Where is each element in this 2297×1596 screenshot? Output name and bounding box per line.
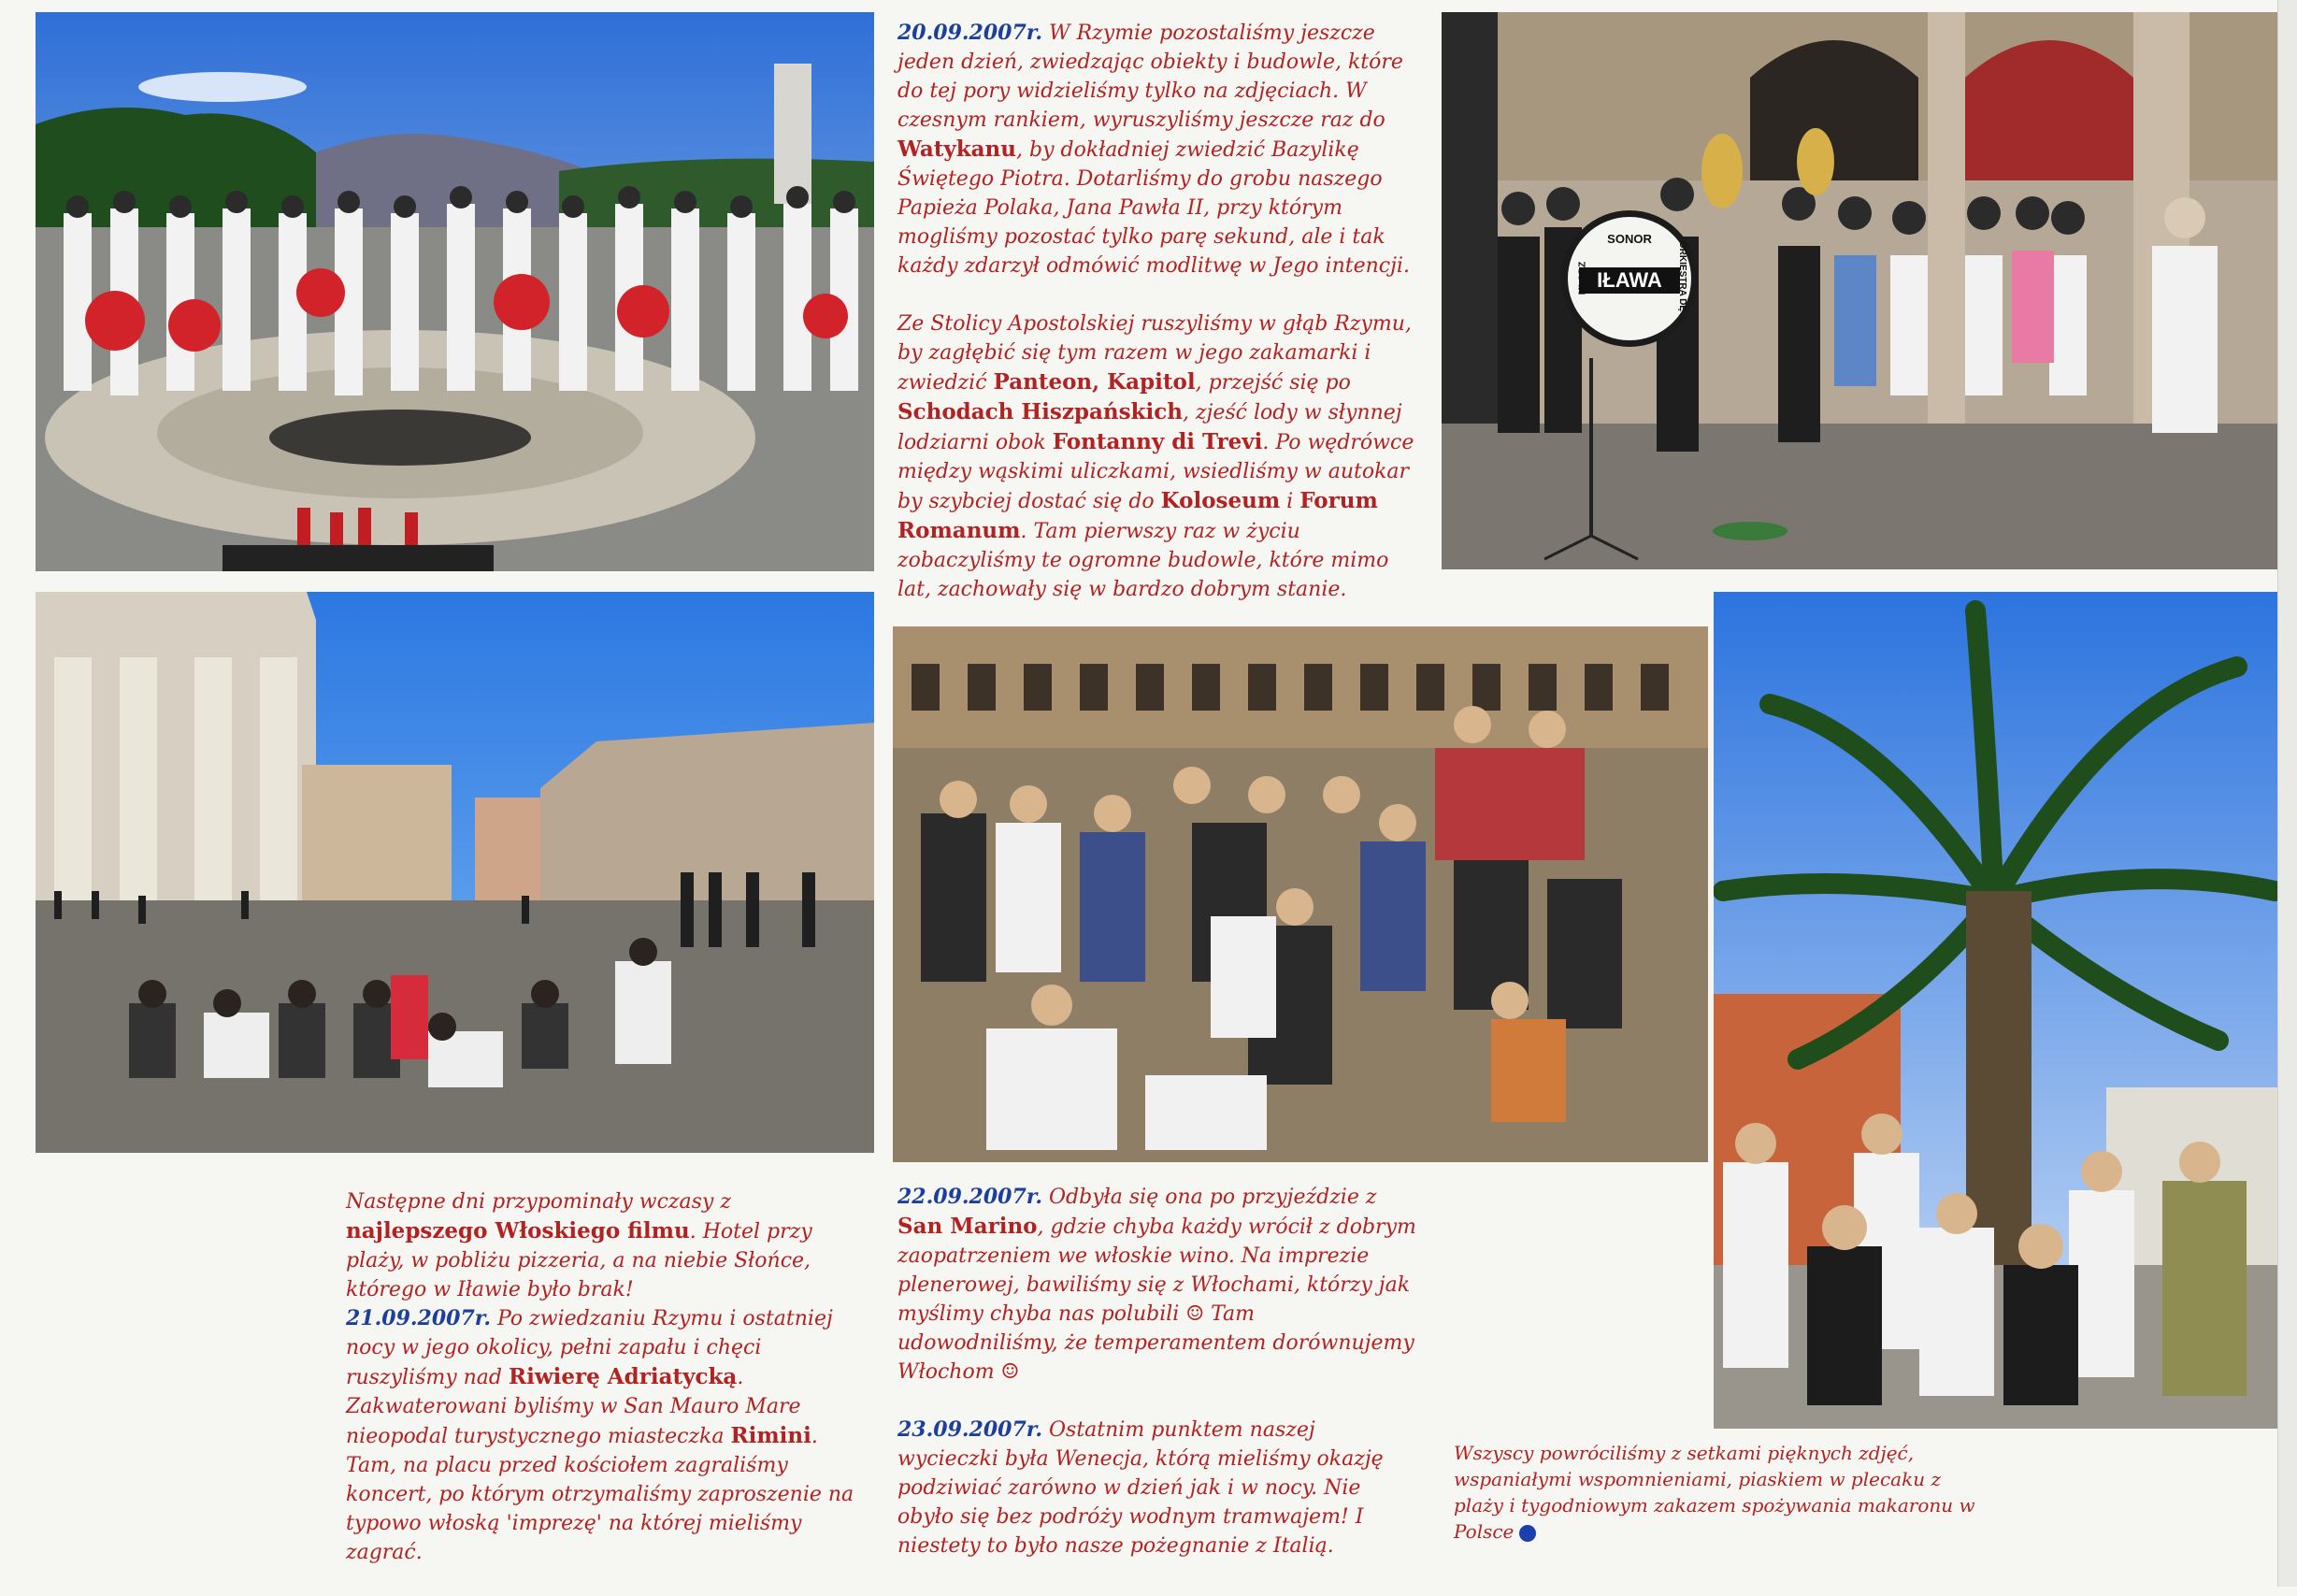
text-run: . Zakwaterowani byliśmy w San Mauro Mare nieopodal turystycznego miasteczka <box>346 1366 801 1448</box>
drum-city: IŁAWA <box>1579 267 1680 294</box>
highlight-colosseum: Koloseum <box>1160 488 1281 513</box>
drum-right-arc: ORKIESTRA DĘ <box>1676 240 1687 312</box>
highlight-rimini: Rimini <box>730 1423 811 1448</box>
text-block-riviera <box>346 1187 869 1596</box>
text-run: , gdzie chyba każdy wrócił z dobrym zaopatrzeniem we włoskie wino. Na imprezie plenerowej, bawiliśmy się z Włochami, którzy jak myślimy chyba nas polubili <box>897 1215 1416 1326</box>
text-block-return <box>1454 1440 1987 1545</box>
text-run: Tam udowodniliśmy, że temperamentem dorównujemy Włochom <box>897 1302 1414 1384</box>
text-block-rome-day <box>897 19 1421 633</box>
bass-drum <box>1561 210 1698 347</box>
highlight-forum: Forum Romanum <box>897 488 1378 543</box>
paragraph-venice <box>897 1416 1421 1560</box>
smiley-icon: ☺ <box>1000 1360 1020 1384</box>
dot-icon <box>1519 1525 1536 1542</box>
text-run: Po zwiedzaniu Rzymu i ostatniej nocy w jego okolicy, pełni zapału i chęci ruszyliśmy nad <box>346 1307 833 1389</box>
text-run: , zjeść lody w słynnej lodziarni obok <box>897 401 1402 454</box>
smiley-icon: ☺ <box>1185 1302 1205 1326</box>
highlight-riviera: Riwierę Adriatycką <box>509 1364 738 1389</box>
text-run: . Po wędrówce między wąskimi uliczkami, wsiedliśmy w autokar by szybciej dostać się do <box>897 431 1414 513</box>
photo-orchestra <box>1442 12 2278 569</box>
text-run: , przejść się po <box>1195 371 1351 395</box>
date-label: 23.09.2007r. <box>897 1417 1043 1442</box>
text-run: Ze Stolicy Apostolskiej ruszyliśmy w głąb Rzymu, by zagłębić się tym razem w jego zakamarki i zwiedzić <box>897 312 1412 395</box>
text-run: Odbyła się ona po przyjeździe z <box>1042 1186 1377 1209</box>
date-label: 22.09.2007r. <box>897 1185 1043 1209</box>
drum-brand: SONOR <box>1607 232 1652 246</box>
date-label: 20.09.2007r. <box>897 21 1043 45</box>
date-label: 21.09.2007r. <box>346 1306 492 1330</box>
highlight-pantheon: Panteon, Kapitol <box>993 369 1196 395</box>
text-run: . Hotel przy plaży, w pobliżu pizzeria, a na niebie Słońce, którego w Iławie było brak! <box>346 1220 812 1301</box>
text-run: Ostatnim punktem naszej wycieczki była Wenecja, którą mieliśmy okazję podziwiać zarówno w dzień jak i w nocy. Nie obyło się bez podróży wodnym tramwajem! I niestety to było nasze pożegnanie z Italią. <box>897 1418 1384 1558</box>
text-run: i <box>1280 490 1300 513</box>
highlight-trevi: Fontanny di Trevi <box>1052 429 1263 454</box>
text-run: W Rzymie pozostaliśmy jeszcze jeden dzień, zwiedzając obiekty i budowle, które do tej pory widzieliśmy tylko na zdjęciach. W czesnym rankiem, wyruszyliśmy jeszcze raz do <box>897 22 1403 132</box>
photo-palm-tree <box>1714 592 2278 1429</box>
highlight-vatican: Watykanu <box>897 137 1017 162</box>
text-run: . Tam, na placu przed kościołem zagraliśmy koncert, po którym otrzymaliśmy zaproszenie na typowo włoską 'imprezę' na której mieliśmy zagrać. <box>346 1425 854 1564</box>
text-run: , by dokładniej zwiedzić Bazylikę Świętego Piotra. Dotarliśmy do grobu naszego Papieża Polaka, Jana Pawła II, przy którym mogliśmy pozostać tylko parę sekund, ale i tak każdy zdarzył odmówić modlitwę w Jego intencji. <box>897 138 1410 278</box>
text-run: . Tam pierwszy raz w życiu zobaczyliśmy te ogromne budowle, które mimo lat, zachowały się w bardzo dobrym stanie. <box>897 520 1389 601</box>
highlight-italian-film: najlepszego Włoskiego filmu <box>346 1218 690 1244</box>
highlight-san-marino: San Marino <box>897 1214 1038 1239</box>
paragraph-vatican <box>897 19 1421 280</box>
paragraph-rome-sights <box>897 309 1421 604</box>
page-edge <box>2277 0 2297 1587</box>
paragraph-riviera <box>346 1187 869 1567</box>
text-block-san-marino-venice <box>897 1183 1421 1589</box>
drum-left-arc: MŁODZ <box>1577 261 1588 295</box>
text-run: Wszyscy powróciliśmy z setkami pięknych zdjęć, wspaniałymi wspomnieniami, piaskiem w plecaku z plaży i tygodniowym zakazem spożywania makaronu w Polsce <box>1454 1442 1975 1543</box>
paragraph-san-marino <box>897 1183 1421 1387</box>
photo-st-peters-square <box>36 592 874 1153</box>
text-run: Następne dni przypominały wczasy z <box>346 1190 731 1214</box>
photo-ceremony <box>36 12 874 571</box>
photo-colosseum-group <box>893 626 1708 1162</box>
highlight-spanish-steps: Schodach Hiszpańskich <box>897 399 1183 424</box>
